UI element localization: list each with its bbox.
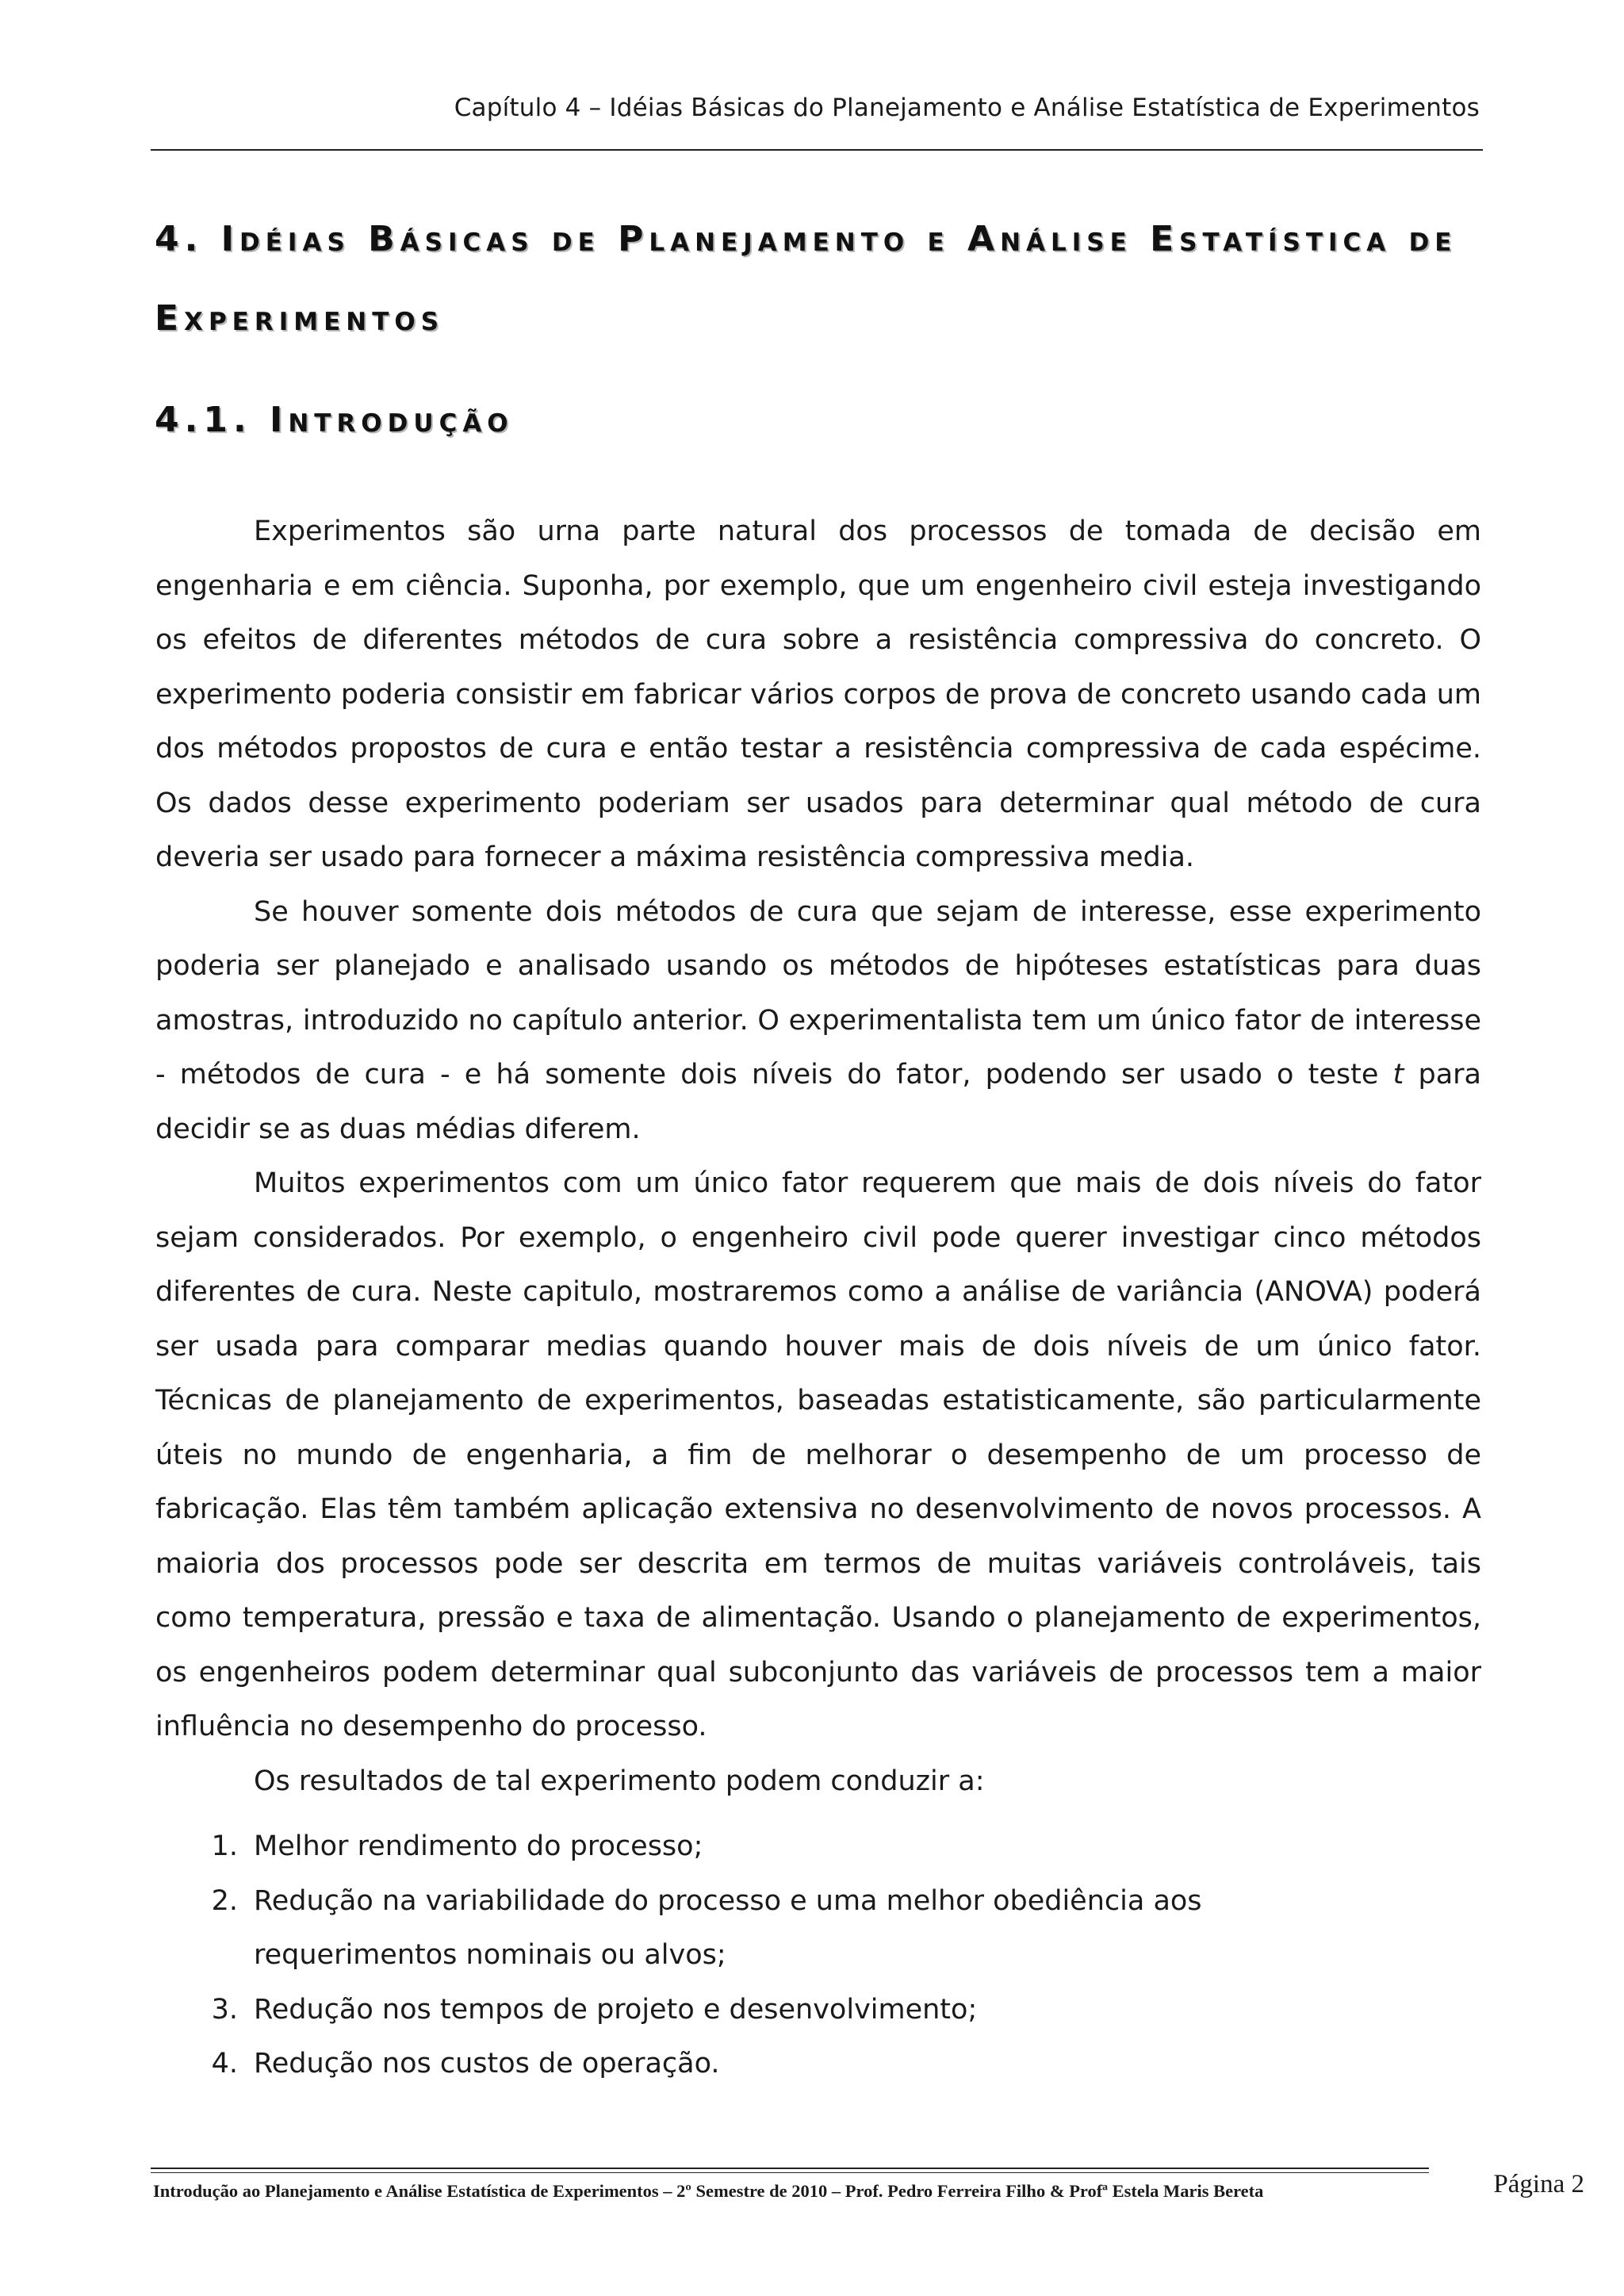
section-title: 4.1. Introdução (155, 400, 514, 440)
chapter-title: 4. Idéias Básicas de Planejamento e Análise Estatística de Experimentos (155, 219, 1457, 339)
paragraph-2 (155, 885, 1481, 1157)
list-text: Redução nos custos de operação. (254, 2048, 720, 2079)
list-text: Melhor rendimento do processo; (254, 1830, 703, 1862)
list-item (155, 1819, 1481, 1874)
list-number: 1. (211, 1830, 238, 1862)
header-rule (151, 149, 1483, 151)
paragraph-2-text-b: para decidir se as duas médias diferem. (155, 1059, 1481, 1145)
paragraph-2-text-a: Se houver somente dois métodos de cura que sejam de interesse, esse experimento poderia ser planejado e analisado usando os métodos de hipóteses estatísticas para duas amostras, introduzido no capítulo anterior. O experimentalista tem um único fator de interesse - métodos de cura - e há somente dois níveis do fator, podendo ser usado o teste (155, 895, 1481, 1091)
list-text: Redução na variabilidade do processo e uma melhor obediência aos requerimentos nominais ou alvos; (254, 1884, 1202, 1971)
list-item (155, 2037, 1481, 2091)
footer-text: Introdução ao Planejamento e Análise Estatística de Experimentos – 2º Semestre de 2010 – Prof. Pedro Ferreira Filho & Profª Estela Maris Bereta (153, 2181, 1264, 2201)
list-item (155, 1874, 1481, 1983)
page-number: Página 2 (1493, 2170, 1584, 2198)
italic-t: t (1392, 1059, 1404, 1091)
footer-rule (151, 2168, 1429, 2169)
paragraph-4: Os resultados de tal experimento podem conduzir a: (254, 1765, 985, 1797)
paragraph-3: Muitos experimentos com um único fator requerem que mais de dois níveis do fator sejam considerados. Por exemplo, o engenheiro civil pode querer investigar cinco métodos diferentes de cura. Neste capitulo, mostraremos como a análise de variância (ANOVA) poderá ser usada para comparar medias quando houver mais de dois níveis de um único fator. Técnicas de planejamento de experimentos, baseadas estatisticamente, são particularmente úteis no mundo de engenharia, a fim de melhorar o desempenho de um processo de fabricação. Elas têm também aplicação extensiva no desenvolvimento de novos processos. A maioria dos processos pode ser descrita em termos de muitas variáveis controláveis, tais como temperatura, pressão e taxa de alimentação. Usando o planejamento de experimentos, os engenheiros podem determinar qual subconjunto das variáveis de processos tem a maior influência no desempenho do processo. (155, 1167, 1481, 1742)
list-number: 2. (211, 1884, 238, 1917)
list-item (155, 1983, 1481, 2037)
running-header: Capítulo 4 – Idéias Básicas do Planejamento e Análise Estatística de Experimentos (454, 94, 1480, 122)
footer-rule-thin (151, 2172, 1429, 2173)
list-text: Redução nos tempos de projeto e desenvolvimento; (254, 1993, 978, 2026)
body-text (155, 504, 1481, 2091)
numbered-list (155, 1819, 1481, 2091)
list-number: 4. (211, 2048, 238, 2079)
paragraph-1: Experimentos são urna parte natural dos processos de tomada de decisão em engenharia e em ciência. Suponha, por exemplo, que um engenheiro civil esteja investigando os efeitos de diferentes métodos de cura sobre a resistência compressiva do concreto. O experimento poderia consistir em fabricar vários corpos de prova de concreto usando cada um dos métodos propostos de cura e então testar a resistência compressiva de cada espécime. Os dados desse experimento poderiam ser usados para determinar qual método de cura deveria ser usado para fornecer a máxima resistência compressiva media. (155, 516, 1481, 873)
list-number: 3. (211, 1993, 238, 2026)
